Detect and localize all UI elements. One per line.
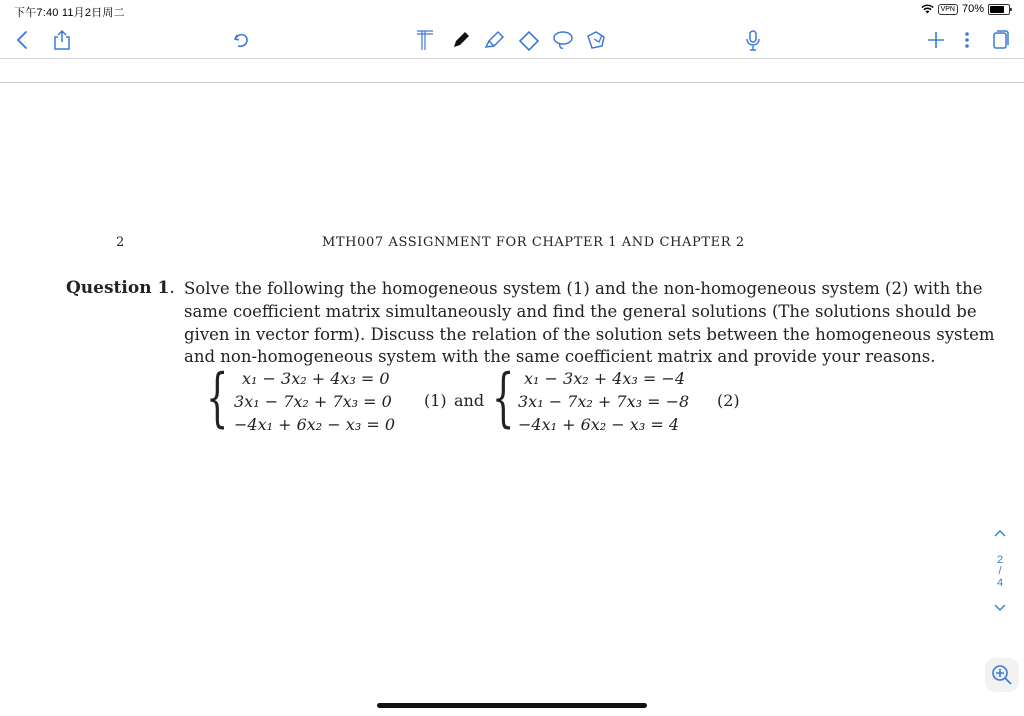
toolbar-divider [0,58,1024,59]
next-page-icon[interactable] [990,603,1010,615]
total-pages: 4 [996,577,1004,589]
undo-icon[interactable] [229,27,255,53]
share-icon[interactable] [49,27,75,53]
question-line: same coefficient matrix simultaneously and find the general solutions (The solutions should be [184,301,977,321]
pen-icon[interactable] [448,27,474,53]
system2 [518,367,689,436]
system1-eq2: 3x₁ − 7x₂ + 7x₃ = 0 [234,392,392,411]
system1 [234,367,395,436]
system1-brace: { [206,361,229,435]
battery-icon [988,4,1010,15]
microphone-icon[interactable] [740,27,766,53]
system2-eq3: −4x₁ + 6x₂ − x₃ = 4 [518,415,679,434]
zoom-in-button[interactable] [985,658,1019,692]
shapes-icon[interactable] [583,27,609,53]
battery-percent: 70% [961,3,984,15]
status-right [921,3,1010,15]
system1-eq1: x₁ − 3x₂ + 4x₃ = 0 [242,369,390,388]
lasso-icon[interactable] [550,27,576,53]
toolbar [0,22,1024,56]
question-line: given in vector form). Discuss the relation of the solution sets between the homogeneous system [184,324,995,344]
question-label: Question 1. [66,278,175,298]
home-indicator [377,703,647,708]
status-bar [0,0,1024,20]
current-page: 2 [996,554,1004,566]
page-separator: / [998,565,1002,577]
document-header: MTH007 ASSIGNMENT FOR CHAPTER 1 AND CHAPTER 2 [322,235,745,250]
question-line: Solve the following the homogeneous system (1) and the non-homogeneous system (2) with the [184,279,983,298]
system1-eq3: −4x₁ + 6x₂ − x₃ = 0 [234,415,395,434]
question-text [184,278,995,369]
system2-eq2: 3x₁ − 7x₂ + 7x₃ = −8 [518,392,690,411]
eraser-icon[interactable] [516,27,542,53]
add-icon[interactable] [923,27,949,53]
vpn-badge: VPN [938,4,958,15]
back-icon[interactable] [9,27,35,53]
pages-icon[interactable] [988,27,1014,53]
zoom-in-icon [991,664,1013,686]
system2-brace: { [492,361,515,435]
system2-eq1: x₁ − 3x₂ + 4x₃ = −4 [524,369,685,388]
page-navigator [990,528,1010,615]
more-icon[interactable] [954,27,980,53]
previous-page-icon[interactable] [990,528,1010,540]
question-line: and non-homogeneous system with the same coefficient matrix and provide your reasons. [184,347,936,367]
wifi-icon [921,4,934,14]
system2-tag: (2) [717,391,740,410]
status-time: 下午7:40 11月2日周二 [14,7,125,19]
highlighter-icon[interactable] [481,27,507,53]
page-number: 2 [116,235,125,250]
connector-text: and [454,391,485,410]
text-tool-icon[interactable] [412,27,438,53]
system1-tag: (1) [424,391,447,410]
